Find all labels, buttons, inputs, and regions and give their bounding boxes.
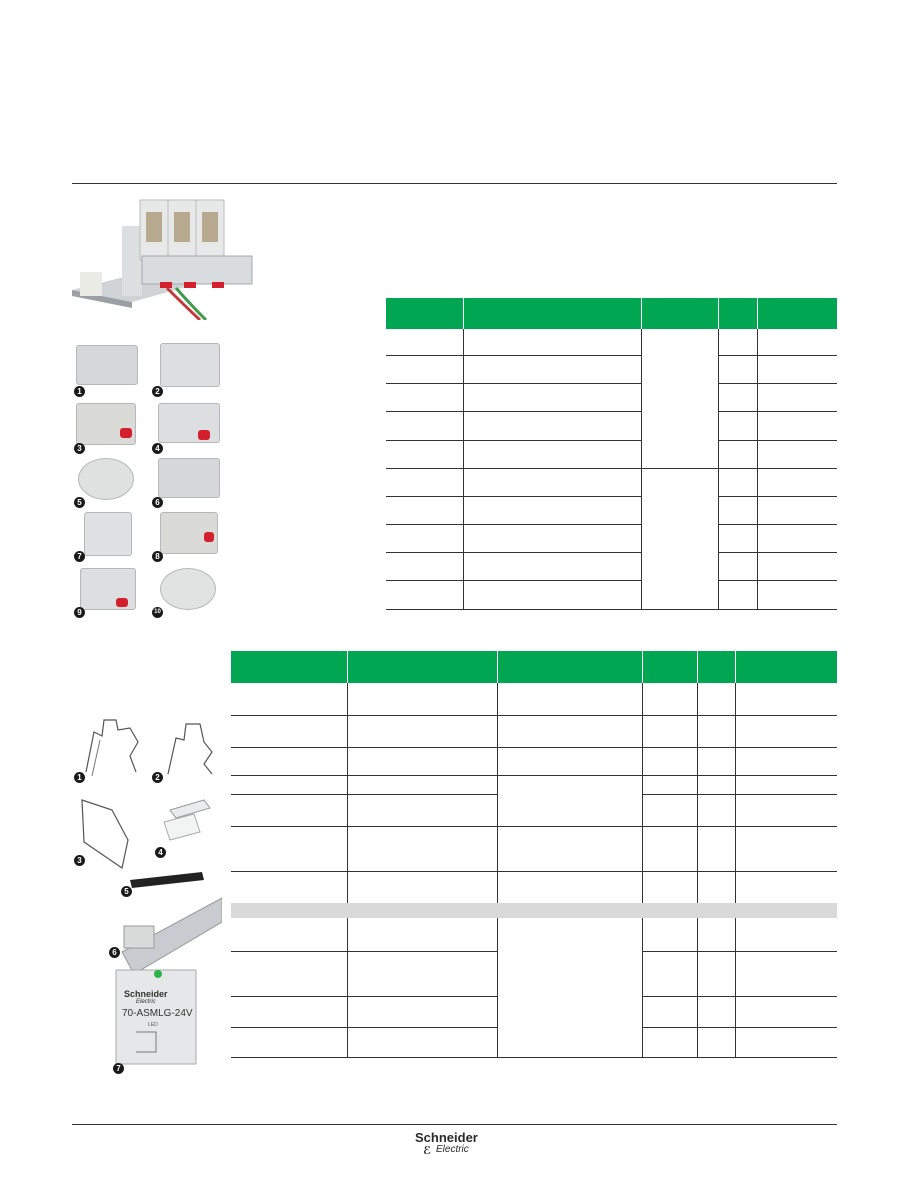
logo-line1: Schneider [415, 1130, 478, 1145]
callout-8: 8 [152, 551, 163, 562]
socket-photo-10 [160, 568, 216, 610]
sockets-table [386, 298, 837, 610]
callout-10: 10 [152, 607, 163, 618]
top-rule [72, 183, 837, 184]
socket-photo-6 [158, 458, 220, 498]
section-band [231, 903, 837, 918]
module-brand-sub: Electric [136, 999, 156, 1005]
logo-mark: ℰ [423, 1145, 432, 1157]
callout-7: 7 [74, 551, 85, 562]
callout-5: 5 [74, 497, 85, 508]
socket-red-latch-3 [120, 428, 132, 438]
bottom-rule [72, 1124, 837, 1125]
socket-red-latch-8 [204, 532, 214, 542]
socket-red-latch-9 [116, 598, 128, 607]
socket-red-latch-4 [198, 430, 210, 440]
acc-callout-1: 1 [74, 772, 85, 783]
socket-photo-2 [160, 343, 220, 387]
logo-line2: Electric [436, 1144, 469, 1155]
accessories-table [231, 651, 837, 1058]
socket-photo-5 [78, 458, 134, 500]
socket-photo-4 [158, 403, 220, 443]
relay-din-assembly-photo [72, 190, 254, 320]
acc-callout-2: 2 [152, 772, 163, 783]
module-brand: Schneider [124, 989, 168, 999]
socket-photo-3 [76, 403, 136, 445]
callout-1: 1 [74, 386, 85, 397]
module-led-label: LED [148, 1022, 158, 1028]
callout-2: 2 [152, 386, 163, 397]
acc-callout-3: 3 [74, 855, 85, 866]
schneider-electric-logo [409, 1130, 509, 1156]
acc-callout-4: 4 [155, 847, 166, 858]
socket-photo-7 [84, 512, 132, 556]
sockets-table-header [386, 298, 837, 329]
acc-callout-5: 5 [121, 886, 132, 897]
callout-9: 9 [74, 607, 85, 618]
callout-3: 3 [74, 443, 85, 454]
acc-callout-7: 7 [113, 1063, 124, 1074]
callout-4: 4 [152, 443, 163, 454]
socket-photo-1 [76, 345, 138, 385]
accessories-table-header [231, 651, 837, 683]
acc-callout-6: 6 [109, 947, 120, 958]
accessories-photos [72, 712, 222, 1082]
module-label: 70-ASMLG-24V [122, 1008, 193, 1019]
callout-6: 6 [152, 497, 163, 508]
